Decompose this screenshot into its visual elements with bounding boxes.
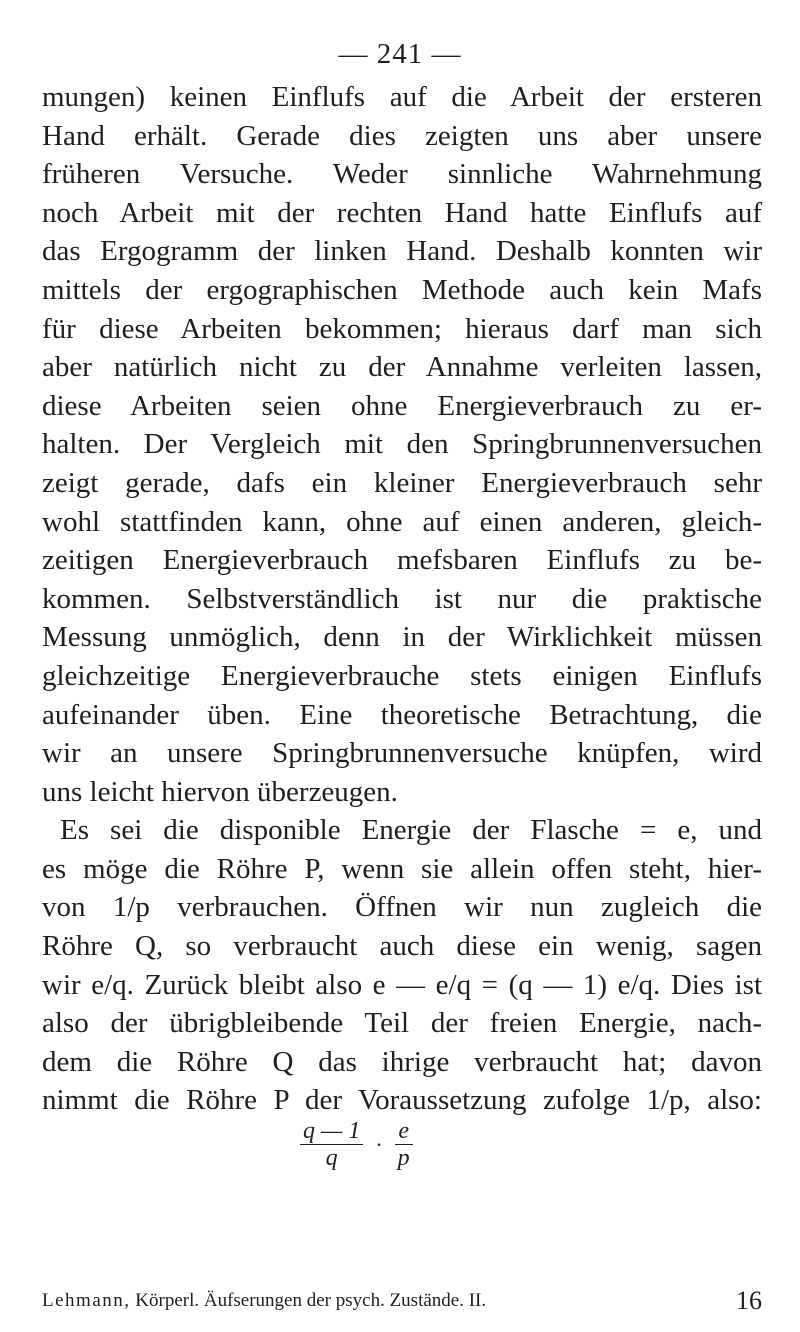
text-line: also der übrigbleibende Teil der freien Energie, nach- bbox=[42, 1007, 762, 1040]
text-line: wir e/q. Zurück bleibt also e — e/q = (q — 1) e/q. Dies ist bbox=[42, 968, 762, 1001]
text-line: dem die Röhre Q das ihrige verbraucht hat; davon bbox=[42, 1045, 762, 1078]
text-line: gleichzeitige Energieverbrauche stets einigen Einflufs bbox=[42, 659, 762, 692]
fraction bbox=[395, 1118, 413, 1171]
text-line: von 1/p verbrauchen. Öffnen wir nun zugleich die bbox=[42, 891, 762, 924]
text-line: wir an unsere Springbrunnenversuche knüpfen, wird bbox=[42, 737, 762, 770]
text-line: nimmt die Röhre P der Voraussetzung zufolge 1/p, also: bbox=[42, 1084, 762, 1117]
text-line: mungen) keinen Einflufs auf die Arbeit der ersteren bbox=[42, 81, 762, 113]
text-line: zeigt gerade, dafs ein kleiner Energieverbrauch sehr bbox=[42, 466, 762, 499]
text-line: kommen. Selbstverständlich ist nur die praktische bbox=[42, 582, 762, 615]
text-line: Es sei die disponible Energie der Flasche = e, und bbox=[60, 814, 762, 847]
sheet-number: 16 bbox=[736, 1286, 762, 1315]
denominator: q bbox=[325, 1145, 338, 1171]
page-footer bbox=[42, 1286, 762, 1315]
text-line: uns leicht hiervon überzeugen. bbox=[42, 775, 398, 808]
text-line: Messung unmöglich, denn in der Wirklichkeit müssen bbox=[42, 621, 762, 654]
numerator: e bbox=[395, 1118, 413, 1145]
text-line: wohl stattfinden kann, ohne auf einen anderen, gleich- bbox=[42, 505, 762, 538]
text-line: aufeinander üben. Eine theoretische Betrachtung, die bbox=[42, 698, 762, 731]
numerator: q — 1 bbox=[300, 1118, 363, 1145]
text-line: für diese Arbeiten bekommen; hieraus darf man sich bbox=[42, 312, 762, 345]
text-line: das Ergogramm der linken Hand. Deshalb konnten wir bbox=[42, 235, 762, 268]
formula-product bbox=[300, 1118, 413, 1171]
footer-author: Lehmann, bbox=[42, 1290, 131, 1311]
text-block-1 bbox=[42, 78, 762, 1120]
denominator: p bbox=[397, 1145, 410, 1171]
fraction bbox=[300, 1118, 363, 1171]
text-line: aber natürlich nicht zu der Annahme verleiten lassen, bbox=[42, 351, 762, 384]
text-line: Hand erhält. Gerade dies zeigten uns aber unsere bbox=[42, 119, 762, 152]
page-number: — 241 — bbox=[338, 38, 462, 70]
text-line: Röhre Q, so verbraucht auch diese ein wenig, sagen bbox=[42, 930, 762, 963]
text-line: diese Arbeiten seien ohne Energieverbrauch zu er- bbox=[42, 389, 762, 422]
footer-title: Körperl. Äufserungen der psych. Zustände. II. bbox=[135, 1290, 487, 1311]
text-line: halten. Der Vergleich mit den Springbrunnenversuchen bbox=[42, 428, 762, 461]
text-line: früheren Versuche. Weder sinnliche Wahrnehmung bbox=[42, 158, 762, 191]
text-line: es möge die Röhre P, wenn sie allein offen steht, hier- bbox=[42, 852, 762, 885]
text-line: zeitigen Energieverbrauch mefsbaren Einflufs zu be- bbox=[42, 544, 762, 577]
text-line: noch Arbeit mit der rechten Hand hatte Einflufs auf bbox=[42, 196, 762, 229]
multiply-operator: · bbox=[375, 1131, 383, 1157]
text-line: mittels der ergographischen Methode auch kein Mafs bbox=[42, 273, 762, 306]
